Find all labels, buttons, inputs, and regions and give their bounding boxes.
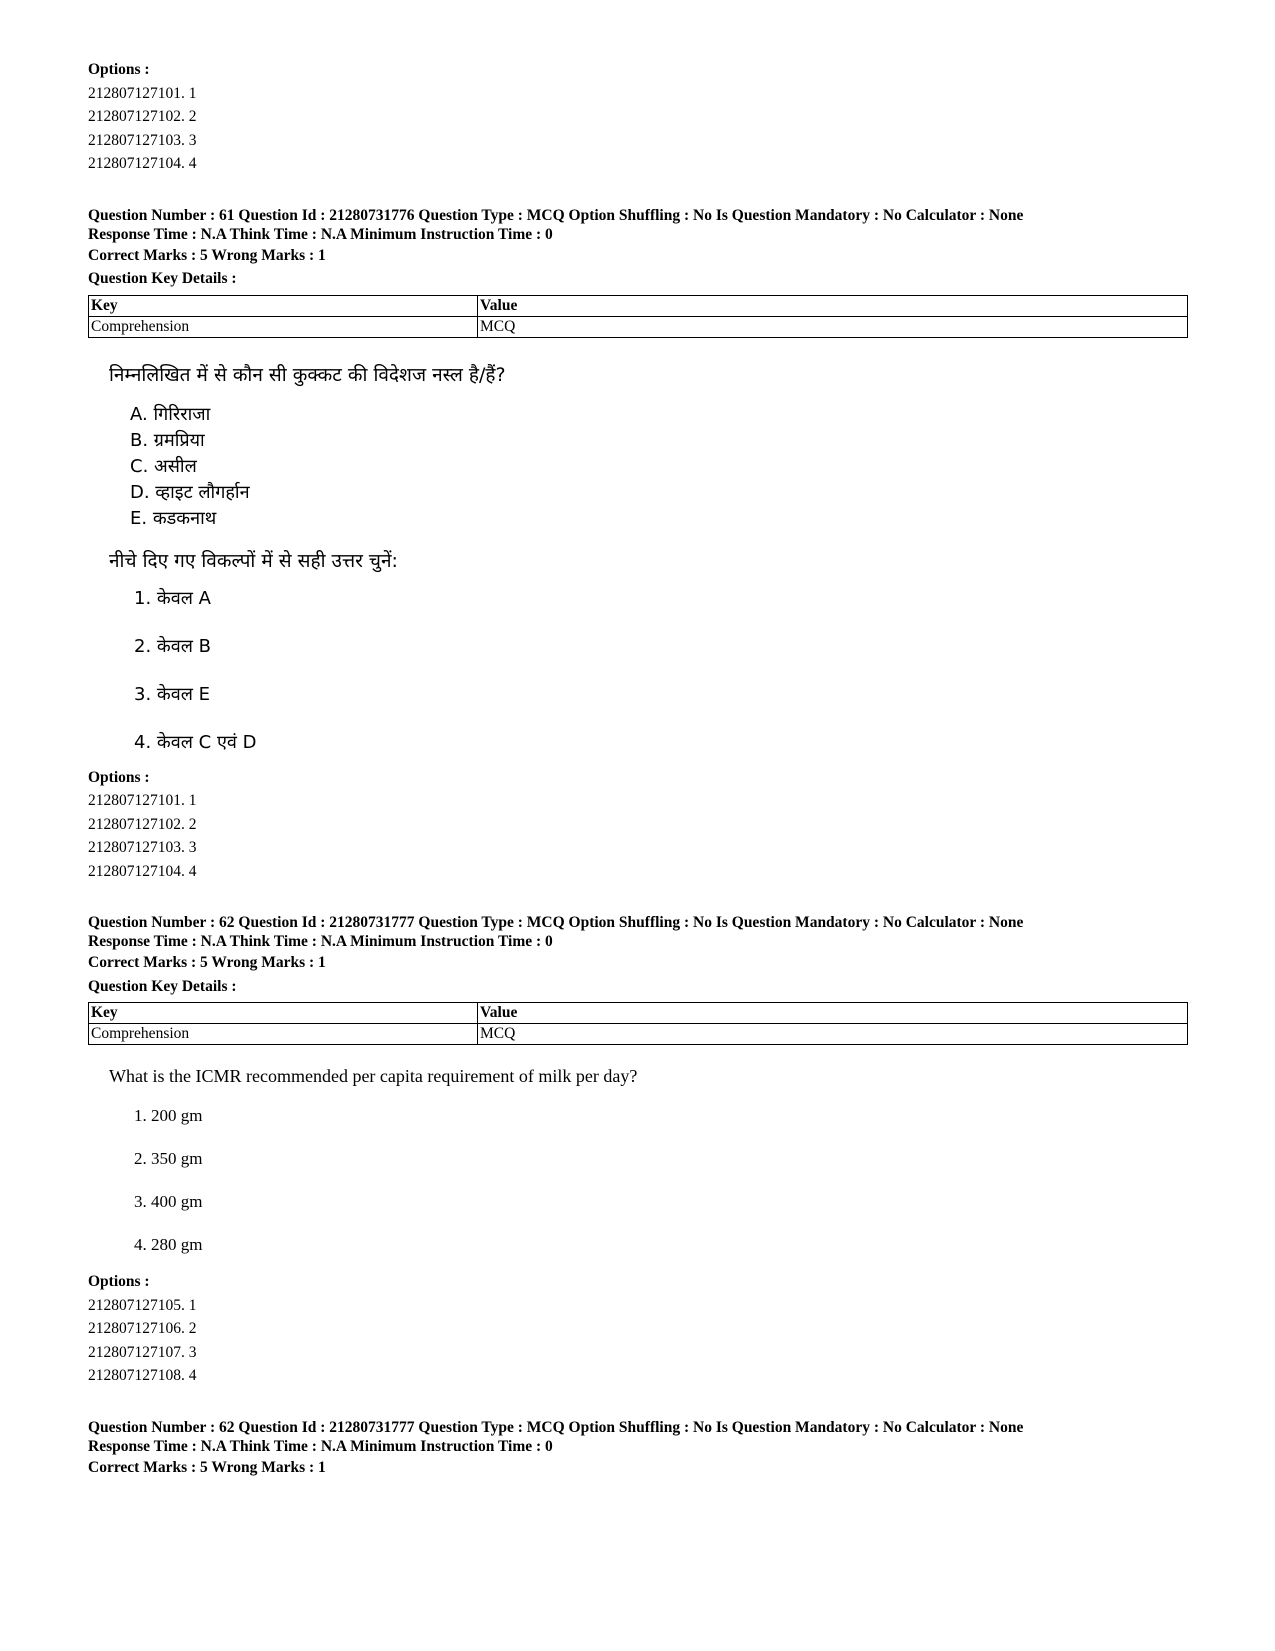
statement-item: E. कडकनाथ (130, 507, 217, 529)
table-header-key: Key (89, 1003, 478, 1024)
option-item: 212807127101. 1 (88, 84, 197, 102)
table-header-row (89, 1003, 1188, 1024)
choice-item: 1. 200 gm (134, 1106, 203, 1125)
choice-item: 3. 400 gm (134, 1192, 203, 1211)
option-item: 212807127104. 4 (88, 155, 197, 172)
question-meta-line1: Question Number : 62 Question Id : 21280731777 Question Type : MCQ Option Shuffling : No Is Question Mandatory : No Calculator : None (88, 1418, 1024, 1436)
statement-item: B. ग्रमप्रिया (130, 429, 205, 451)
question-instruction: नीचे दिए गए विकल्पों में से सही उत्तर चुनें: (109, 549, 398, 572)
table-header-key: Key (89, 295, 478, 316)
option-item: 212807127102. 2 (88, 815, 197, 833)
question-62 (88, 913, 1188, 1388)
choice-item: 4. 280 gm (134, 1235, 203, 1254)
marks-line: Correct Marks : 5 Wrong Marks : 1 (88, 1458, 326, 1476)
table-header-value: Value (478, 295, 1188, 316)
key-details-label: Question Key Details : (88, 977, 237, 995)
document-page (88, 58, 1188, 1479)
option-item: 212807127105. 1 (88, 1296, 197, 1314)
choice-item: 4. केवल C एवं D (134, 731, 257, 753)
option-item: 212807127104. 4 (88, 862, 197, 880)
option-item: 212807127106. 2 (88, 1320, 197, 1337)
key-details-label: Question Key Details : (88, 270, 237, 287)
option-item: 212807127102. 2 (88, 108, 197, 125)
table-cell-value: MCQ (478, 316, 1188, 337)
statement-item: D. व्हाइट लौगर्हान (130, 481, 250, 503)
option-item: 212807127107. 3 (88, 1343, 197, 1361)
key-details-table (88, 1002, 1188, 1045)
question-body (88, 1063, 1188, 1258)
choice-list (109, 1103, 1188, 1258)
table-header-row (89, 295, 1188, 316)
table-header-value: Value (478, 1003, 1188, 1024)
table-cell-key: Comprehension (89, 316, 478, 337)
top-options-block (88, 58, 1188, 176)
choice-item: 1. केवल A (134, 587, 211, 609)
question-stem: What is the ICMR recommended per capita requirement of milk per day? (109, 1066, 638, 1086)
options-label: Options : (88, 1273, 150, 1290)
choice-list (109, 586, 1188, 756)
question-61 (88, 206, 1188, 884)
question-meta-line1: Question Number : 61 Question Id : 21280731776 Question Type : MCQ Option Shuffling : No Is Question Mandatory : No Calculator : None (88, 206, 1024, 224)
choice-item: 2. केवल B (134, 635, 212, 657)
statement-item: C. असील (130, 455, 197, 477)
options-block (88, 766, 1188, 884)
options-label: Options : (88, 61, 150, 78)
table-row (89, 316, 1188, 337)
statement-list (109, 402, 1188, 532)
option-item: 212807127103. 3 (88, 131, 197, 149)
table-cell-key: Comprehension (89, 1024, 478, 1045)
options-label: Options : (88, 768, 150, 786)
option-item: 212807127108. 4 (88, 1367, 197, 1384)
question-meta-line2: Response Time : N.A Think Time : N.A Minimum Instruction Time : 0 (88, 225, 553, 243)
question-meta-line2: Response Time : N.A Think Time : N.A Minimum Instruction Time : 0 (88, 933, 553, 950)
option-item: 212807127101. 1 (88, 792, 197, 809)
question-62-repeat (88, 1418, 1188, 1480)
marks-line: Correct Marks : 5 Wrong Marks : 1 (88, 246, 326, 264)
choice-item: 2. 350 gm (134, 1149, 203, 1168)
question-stem: निम्नलिखित में से कौन सी कुक्कट की विदेशज नस्ल है/हैं? (109, 363, 506, 386)
key-details-table (88, 295, 1188, 338)
question-body (88, 362, 1188, 756)
statement-item: A. गिरिराजा (130, 403, 211, 425)
options-block (88, 1270, 1188, 1388)
question-meta-line1: Question Number : 62 Question Id : 21280731777 Question Type : MCQ Option Shuffling : No Is Question Mandatory : No Calculator : None (88, 914, 1024, 931)
table-cell-value: MCQ (478, 1024, 1188, 1045)
option-item: 212807127103. 3 (88, 839, 197, 856)
table-row (89, 1024, 1188, 1045)
question-meta-line2: Response Time : N.A Think Time : N.A Minimum Instruction Time : 0 (88, 1437, 553, 1455)
choice-item: 3. केवल E (134, 683, 211, 705)
marks-line: Correct Marks : 5 Wrong Marks : 1 (88, 954, 326, 971)
